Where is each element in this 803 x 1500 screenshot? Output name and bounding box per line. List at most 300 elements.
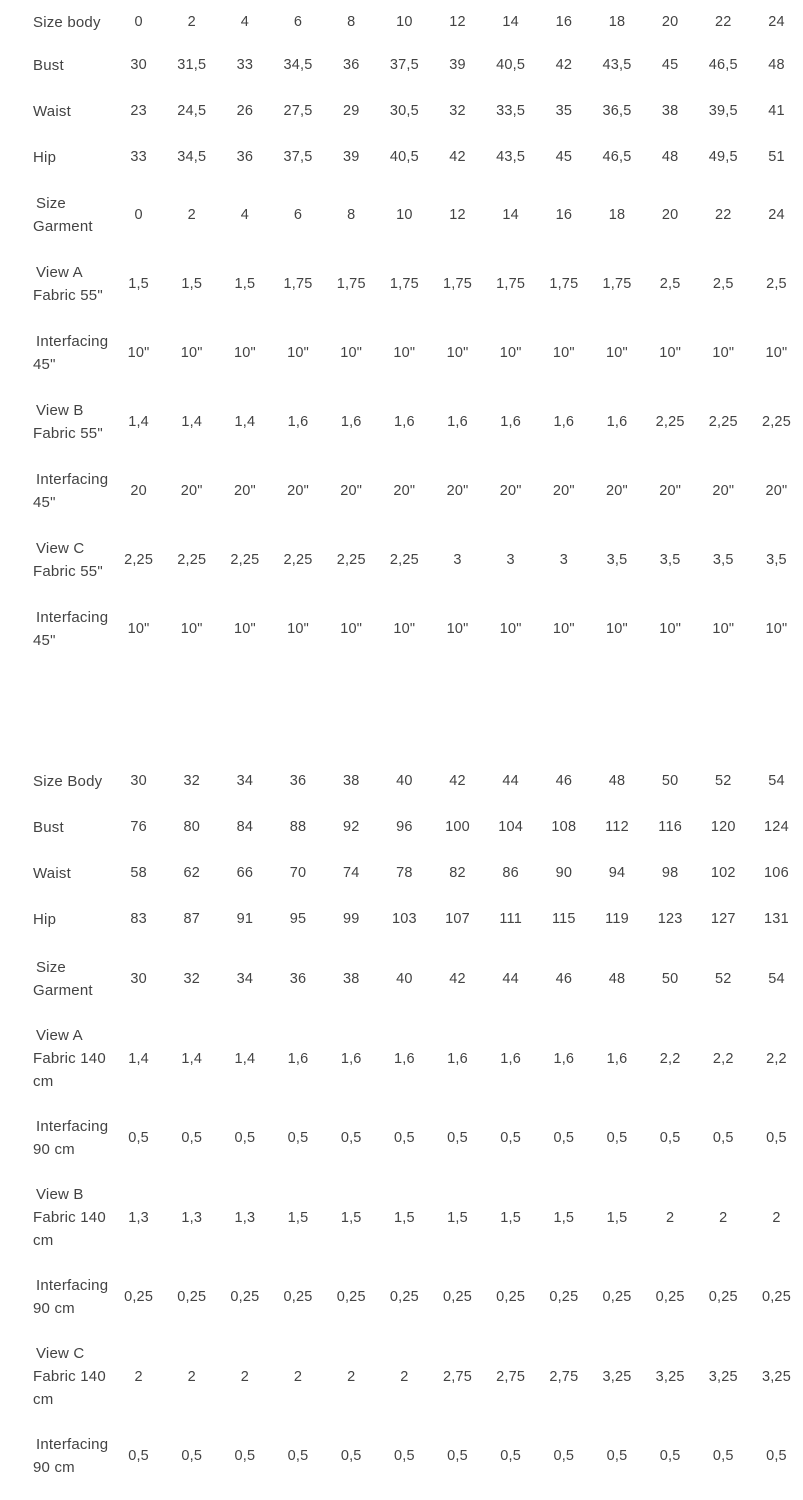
value-cell: 104: [498, 819, 524, 835]
value-cell: 2,25: [655, 413, 685, 430]
value-cell: 12: [449, 14, 466, 30]
value-cell: 0,25: [496, 1289, 526, 1305]
value-cell: 2,75: [496, 1368, 526, 1385]
value-cell: 10": [340, 344, 363, 361]
value-cell: 10": [127, 344, 150, 361]
value-cell: 0,25: [708, 1289, 738, 1305]
row-label: [0, 1115, 112, 1161]
row-label: [0, 261, 112, 307]
value-cell: 82: [449, 865, 466, 881]
table-row: [0, 758, 803, 804]
value-cell: 10": [552, 620, 575, 637]
value-cell: 3,25: [655, 1368, 685, 1385]
value-cell: 115: [551, 911, 576, 927]
value-cell: 1,4: [128, 413, 149, 430]
value-cell: 0,25: [761, 1289, 791, 1305]
value-cell: 10": [765, 620, 788, 637]
table-row: [0, 387, 803, 456]
value-cell: 2,5: [659, 275, 681, 292]
value-cell: 2,75: [443, 1368, 473, 1385]
row-label-line: cm: [33, 1232, 54, 1249]
row-label-line: Fabric 55": [33, 424, 103, 442]
value-cell: 1,75: [389, 275, 419, 292]
value-cell: 95: [289, 911, 307, 927]
value-cell: 0,5: [393, 1130, 415, 1146]
row-label-line: Waist: [33, 864, 71, 882]
value-cell: 0,5: [340, 1130, 362, 1146]
value-cell: 10": [180, 344, 203, 361]
value-cell: 24: [768, 206, 785, 223]
row-label: [0, 330, 112, 376]
value-cell: 14: [502, 206, 519, 223]
value-cell: 1,5: [340, 1209, 362, 1226]
value-cell: 0,5: [712, 1130, 734, 1146]
row-label: [0, 1342, 112, 1411]
value-cell: 124: [764, 819, 789, 835]
value-cell: 0,5: [553, 1130, 575, 1146]
value-cell: 45: [555, 149, 573, 165]
value-cell: 0,5: [659, 1130, 681, 1146]
value-cell: 10": [127, 620, 150, 637]
value-cell: 106: [764, 865, 789, 881]
value-cell: 34: [236, 971, 254, 987]
value-cell: 116: [658, 819, 682, 835]
value-cell: 34: [236, 773, 254, 789]
value-cell: 20": [446, 482, 469, 499]
value-cell: 40: [396, 971, 413, 987]
value-cell: 1,3: [234, 1209, 256, 1226]
row-label-line: Size: [36, 194, 66, 212]
value-cell: 40,5: [496, 57, 526, 73]
value-cell: 0,5: [606, 1448, 628, 1464]
value-cell: 20": [233, 482, 256, 499]
table-row: [0, 1334, 803, 1419]
value-cell: 1,6: [606, 413, 628, 430]
value-cell: 83: [130, 911, 147, 927]
value-cell: 31,5: [177, 57, 207, 73]
value-cell: 2,5: [766, 275, 787, 292]
value-cell: 112: [605, 819, 629, 835]
value-cell: 24: [768, 14, 785, 30]
value-cell: 38: [661, 103, 679, 119]
value-cell: 1,5: [447, 1209, 468, 1226]
value-cell: 1,5: [606, 1209, 628, 1226]
value-cell: 44: [502, 971, 519, 987]
value-cell: 18: [608, 14, 626, 30]
value-cell: 1,75: [602, 275, 632, 292]
value-cell: 16: [555, 206, 573, 223]
row-label-line: Bust: [33, 56, 64, 74]
value-cell: 0,25: [177, 1289, 207, 1305]
value-cell: 1,75: [283, 275, 313, 292]
value-cell: 111: [499, 911, 522, 927]
row-label-line: Fabric 55": [33, 562, 103, 580]
row-label: [0, 192, 112, 238]
value-cell: 2: [400, 1368, 409, 1385]
value-cell: 1,4: [234, 1050, 256, 1067]
value-cell: 2: [293, 1368, 303, 1385]
table-row: [0, 318, 803, 387]
value-cell: 37,5: [283, 149, 313, 165]
value-cell: 2,25: [177, 551, 207, 568]
metric-size-chart: [0, 758, 803, 1493]
value-cell: 0,25: [283, 1289, 313, 1305]
value-cell: 46: [555, 773, 573, 789]
value-cell: 2,25: [336, 551, 366, 568]
value-cell: 0,25: [230, 1289, 260, 1305]
row-label: [0, 606, 112, 652]
value-cell: 2: [347, 1368, 356, 1385]
value-cell: 50: [661, 773, 679, 789]
value-cell: 33: [130, 149, 147, 165]
value-cell: 20: [661, 206, 679, 223]
value-cell: 39: [449, 57, 466, 73]
row-label: [0, 100, 112, 123]
value-cell: 36,5: [602, 103, 632, 119]
value-cell: 48: [608, 971, 626, 987]
value-cell: 12: [449, 206, 466, 223]
row-label: [0, 770, 112, 793]
row-label-line: Interfacing: [36, 1277, 109, 1294]
value-cell: 49,5: [708, 149, 738, 165]
value-cell: 94: [608, 865, 626, 881]
value-cell: 0,5: [766, 1448, 787, 1464]
value-cell: 1,4: [181, 1050, 203, 1067]
value-cell: 0,25: [389, 1289, 419, 1305]
value-cell: 0,5: [447, 1130, 468, 1146]
table-row: [0, 804, 803, 850]
size-tables-container: [0, 2, 803, 1493]
value-cell: 2: [187, 14, 196, 30]
value-cell: 0,5: [181, 1130, 203, 1146]
value-cell: 119: [605, 911, 629, 927]
value-cell: 2: [666, 1209, 675, 1226]
value-cell: 3,5: [766, 551, 787, 568]
value-cell: 30,5: [389, 103, 419, 119]
value-cell: 38: [342, 971, 360, 987]
row-label-line: Interfacing: [36, 1118, 109, 1135]
table-row: [0, 249, 803, 318]
row-label-line: Waist: [33, 102, 71, 120]
value-cell: 2: [772, 1209, 781, 1226]
value-cell: 14: [502, 14, 519, 30]
value-cell: 84: [236, 819, 254, 835]
value-cell: 1,6: [340, 1050, 362, 1067]
value-cell: 3: [506, 551, 515, 568]
value-cell: 0,5: [234, 1130, 256, 1146]
value-cell: 54: [768, 773, 785, 789]
row-label: [0, 468, 112, 514]
value-cell: 1,5: [553, 1209, 575, 1226]
row-label: [0, 956, 112, 1002]
row-label-line: Bust: [33, 818, 64, 836]
table-row: [0, 88, 803, 134]
row-label-line: 45": [33, 493, 56, 511]
value-cell: 0,5: [340, 1448, 362, 1464]
row-label-line: View C: [36, 1345, 85, 1362]
row-label-line: Hip: [33, 910, 57, 928]
value-cell: 20": [393, 482, 416, 499]
value-cell: 0,5: [128, 1130, 149, 1146]
value-cell: 10": [606, 620, 628, 637]
value-cell: 20": [552, 482, 575, 499]
value-cell: 42: [449, 971, 466, 987]
row-label: [0, 1024, 112, 1093]
value-cell: 1,6: [447, 413, 468, 430]
value-cell: 0,25: [443, 1289, 473, 1305]
row-label-line: 90 cm: [33, 1300, 75, 1317]
value-cell: 0,25: [124, 1289, 154, 1305]
value-cell: 2: [134, 1368, 143, 1385]
row-label: [0, 1433, 112, 1479]
value-cell: 0,5: [393, 1448, 415, 1464]
value-cell: 98: [661, 865, 679, 881]
value-cell: 10": [552, 344, 575, 361]
value-cell: 0,5: [766, 1130, 787, 1146]
value-cell: 62: [183, 865, 200, 881]
value-cell: 45: [661, 57, 679, 73]
row-label-line: 90 cm: [33, 1141, 75, 1158]
value-cell: 20: [661, 14, 679, 30]
row-label-line: Garment: [33, 982, 93, 999]
row-label: [0, 146, 112, 169]
value-cell: 66: [236, 865, 254, 881]
table-row: [0, 1260, 803, 1334]
value-cell: 1,75: [443, 275, 473, 292]
row-label: [0, 816, 112, 839]
row-label-line: Hip: [33, 148, 57, 166]
row-label: [0, 399, 112, 445]
value-cell: 0,25: [549, 1289, 579, 1305]
table-row: [0, 134, 803, 180]
value-cell: 78: [396, 865, 413, 881]
value-cell: 1,6: [340, 413, 362, 430]
value-cell: 52: [715, 773, 732, 789]
row-label-line: Interfacing: [36, 470, 109, 488]
value-cell: 2,5: [712, 275, 734, 292]
value-cell: 1,4: [181, 413, 203, 430]
imperial-size-chart: [0, 2, 803, 663]
value-cell: 43,5: [602, 57, 632, 73]
value-cell: 36: [289, 971, 307, 987]
table-row: [0, 850, 803, 896]
value-cell: 36: [236, 149, 254, 165]
value-cell: 91: [236, 911, 254, 927]
value-cell: 0: [134, 14, 143, 30]
row-label-line: Size Body: [33, 772, 103, 790]
value-cell: 29: [342, 103, 360, 119]
value-cell: 0,5: [500, 1448, 522, 1464]
row-label-line: Fabric 140: [33, 1368, 106, 1385]
value-cell: 2: [719, 1209, 728, 1226]
row-label-line: Garment: [33, 217, 93, 235]
value-cell: 3,5: [606, 551, 628, 568]
value-cell: 10": [659, 620, 682, 637]
value-cell: 2,25: [761, 413, 791, 430]
row-label-line: View A: [36, 1027, 83, 1044]
value-cell: 24,5: [177, 103, 207, 119]
value-cell: 123: [657, 911, 683, 927]
value-cell: 1,5: [500, 1209, 522, 1226]
value-cell: 20": [659, 482, 682, 499]
value-cell: 1,6: [500, 413, 522, 430]
value-cell: 0,5: [447, 1448, 468, 1464]
value-cell: 0,5: [553, 1448, 575, 1464]
value-cell: 0,25: [655, 1289, 685, 1305]
value-cell: 1,6: [393, 413, 415, 430]
value-cell: 1,6: [500, 1050, 522, 1067]
value-cell: 20": [606, 482, 628, 499]
value-cell: 26: [236, 103, 254, 119]
row-label-line: cm: [33, 1391, 54, 1408]
row-label: [0, 1183, 112, 1252]
value-cell: 2,2: [766, 1050, 787, 1067]
value-cell: 48: [768, 57, 785, 73]
value-cell: 3,5: [712, 551, 734, 568]
row-label: [0, 537, 112, 583]
value-cell: 0,5: [606, 1130, 628, 1146]
table-row: [0, 942, 803, 1016]
value-cell: 3,25: [761, 1368, 791, 1385]
value-cell: 120: [710, 819, 736, 835]
value-cell: 37,5: [389, 57, 419, 73]
value-cell: 27,5: [283, 103, 313, 119]
row-label: [0, 1274, 112, 1320]
value-cell: 48: [661, 149, 679, 165]
value-cell: 10": [606, 344, 628, 361]
value-cell: 10: [396, 206, 413, 223]
value-cell: 10": [393, 620, 416, 637]
value-cell: 8: [347, 206, 356, 223]
value-cell: 40: [396, 773, 413, 789]
value-cell: 2,2: [659, 1050, 681, 1067]
value-cell: 2,25: [230, 551, 260, 568]
value-cell: 46,5: [708, 57, 738, 73]
value-cell: 42: [555, 57, 573, 73]
table-row: [0, 896, 803, 942]
value-cell: 10": [180, 620, 203, 637]
value-cell: 30: [130, 773, 147, 789]
value-cell: 102: [710, 865, 736, 881]
value-cell: 41: [768, 103, 785, 119]
value-cell: 1,6: [553, 1050, 575, 1067]
value-cell: 1,6: [606, 1050, 628, 1067]
value-cell: 1,3: [128, 1209, 149, 1226]
value-cell: 2,25: [124, 551, 154, 568]
table-row: [0, 1419, 803, 1493]
value-cell: 42: [449, 149, 466, 165]
row-label-line: 90 cm: [33, 1459, 75, 1476]
value-cell: 20": [340, 482, 363, 499]
table-row: [0, 42, 803, 88]
value-cell: 20": [712, 482, 735, 499]
value-cell: 100: [445, 819, 470, 835]
row-label-line: Interfacing: [36, 1436, 109, 1453]
value-cell: 0,25: [336, 1289, 366, 1305]
value-cell: 18: [608, 206, 626, 223]
value-cell: 0,5: [181, 1448, 203, 1464]
value-cell: 40,5: [389, 149, 419, 165]
value-cell: 33,5: [496, 103, 526, 119]
value-cell: 87: [183, 911, 200, 927]
row-label-line: cm: [33, 1073, 54, 1090]
value-cell: 90: [555, 865, 573, 881]
value-cell: 0,5: [287, 1130, 309, 1146]
value-cell: 43,5: [496, 149, 526, 165]
value-cell: 34,5: [283, 57, 313, 73]
value-cell: 36: [342, 57, 360, 73]
value-cell: 38: [342, 773, 360, 789]
value-cell: 0,5: [659, 1448, 681, 1464]
table-row: [0, 594, 803, 663]
value-cell: 10": [712, 344, 735, 361]
value-cell: 107: [445, 911, 470, 927]
value-cell: 10": [712, 620, 735, 637]
value-cell: 1,6: [287, 1050, 309, 1067]
value-cell: 2,75: [549, 1368, 579, 1385]
value-cell: 2: [187, 206, 196, 223]
value-cell: 1,5: [393, 1209, 415, 1226]
value-cell: 6: [293, 206, 303, 223]
value-cell: 80: [183, 819, 200, 835]
value-cell: 30: [130, 57, 147, 73]
value-cell: 10": [233, 344, 256, 361]
value-cell: 0,5: [500, 1130, 522, 1146]
table-row: [0, 525, 803, 594]
value-cell: 88: [289, 819, 307, 835]
value-cell: 1,6: [287, 413, 309, 430]
value-cell: 32: [183, 971, 200, 987]
row-label-line: Interfacing: [36, 332, 109, 350]
value-cell: 92: [342, 819, 360, 835]
row-label-line: Size body: [33, 13, 101, 31]
row-label-line: View A: [36, 263, 83, 281]
value-cell: 20": [765, 482, 788, 499]
row-label-line: Size: [36, 959, 66, 976]
value-cell: 20": [180, 482, 203, 499]
value-cell: 10": [287, 344, 309, 361]
value-cell: 10": [765, 344, 788, 361]
value-cell: 54: [768, 971, 785, 987]
row-label: [0, 54, 112, 77]
value-cell: 3,25: [708, 1368, 738, 1385]
value-cell: 3: [453, 551, 462, 568]
value-cell: 42: [449, 773, 466, 789]
value-cell: 2,2: [712, 1050, 734, 1067]
value-cell: 32: [449, 103, 466, 119]
row-label-line: 45": [33, 631, 56, 649]
value-cell: 0: [134, 206, 143, 223]
value-cell: 10": [659, 344, 682, 361]
value-cell: 44: [502, 773, 519, 789]
value-cell: 1,6: [393, 1050, 415, 1067]
value-cell: 1,75: [496, 275, 526, 292]
value-cell: 0,5: [712, 1448, 734, 1464]
value-cell: 32: [183, 773, 200, 789]
value-cell: 39: [342, 149, 360, 165]
value-cell: 20": [499, 482, 522, 499]
value-cell: 10": [446, 344, 469, 361]
row-label-line: Interfacing: [36, 608, 109, 626]
table-row: [0, 456, 803, 525]
value-cell: 1,5: [234, 275, 256, 292]
value-cell: 70: [289, 865, 307, 881]
value-cell: 10": [287, 620, 309, 637]
table-row: [0, 1175, 803, 1260]
value-cell: 1,3: [181, 1209, 203, 1226]
value-cell: 23: [130, 103, 147, 119]
row-label: [0, 11, 112, 34]
